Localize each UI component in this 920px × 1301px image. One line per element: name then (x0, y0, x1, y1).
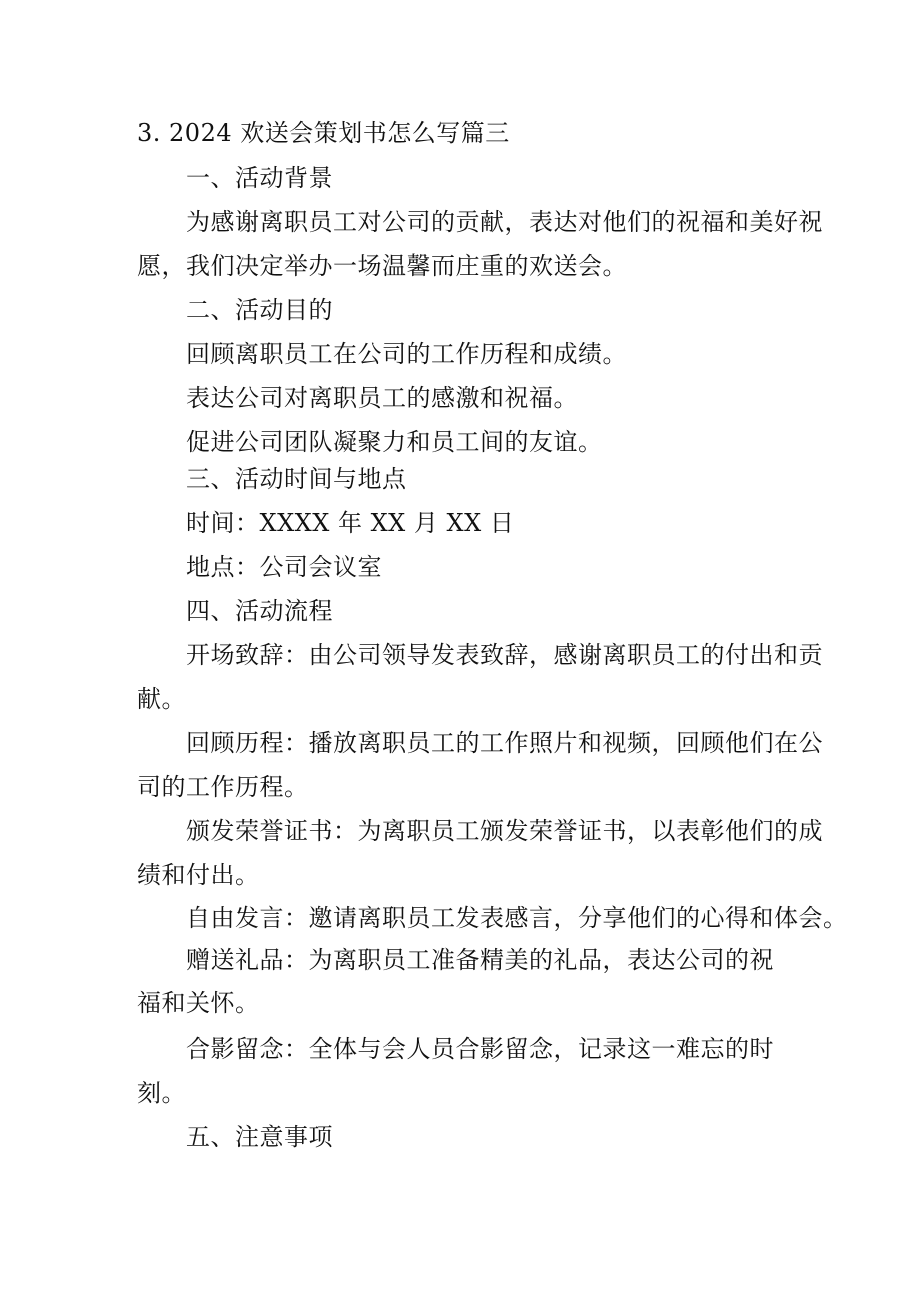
event-time: 时间：XXXX 年 XX 月 XX 日 (186, 509, 515, 537)
process-step-line: 福和关怀。 (137, 989, 260, 1017)
section-heading-time-place: 三、活动时间与地点 (186, 465, 407, 493)
process-step-line: 赠送礼品：为离职员工准备精美的礼品，表达公司的祝 (186, 946, 774, 974)
process-step-line: 司的工作历程。 (137, 773, 309, 801)
background-paragraph-line: 为感谢离职员工对公司的贡献，表达对他们的祝福和美好祝 (186, 208, 823, 236)
purpose-item: 回顾离职员工在公司的工作历程和成绩。 (186, 340, 627, 368)
process-step-line: 刻。 (137, 1079, 186, 1107)
process-step-line: 合影留念：全体与会人员合影留念，记录这一难忘的时 (186, 1035, 774, 1063)
process-step-line: 自由发言：邀请离职员工发表感言，分享他们的心得和体会。 (186, 904, 848, 932)
purpose-item: 促进公司团队凝聚力和员工间的友谊。 (186, 428, 603, 456)
process-step-line: 绩和付出。 (137, 861, 260, 889)
section-heading-notes: 五、注意事项 (186, 1123, 333, 1151)
process-step-line: 颁发荣誉证书：为离职员工颁发荣誉证书，以表彰他们的成 (186, 817, 823, 845)
event-place: 地点：公司会议室 (186, 553, 382, 581)
background-paragraph-line: 愿，我们决定举办一场温馨而庄重的欢送会。 (137, 252, 627, 280)
document-title: 3. 2024 欢送会策划书怎么写篇三 (137, 119, 510, 147)
section-heading-purpose: 二、活动目的 (186, 296, 333, 324)
section-heading-background: 一、活动背景 (186, 164, 333, 192)
process-step-line: 献。 (137, 685, 186, 713)
section-heading-process: 四、活动流程 (186, 597, 333, 625)
process-step-line: 回顾历程：播放离职员工的工作照片和视频，回顾他们在公 (186, 729, 823, 757)
process-step-line: 开场致辞：由公司领导发表致辞，感谢离职员工的付出和贡 (186, 641, 823, 669)
purpose-item: 表达公司对离职员工的感激和祝福。 (186, 384, 578, 412)
